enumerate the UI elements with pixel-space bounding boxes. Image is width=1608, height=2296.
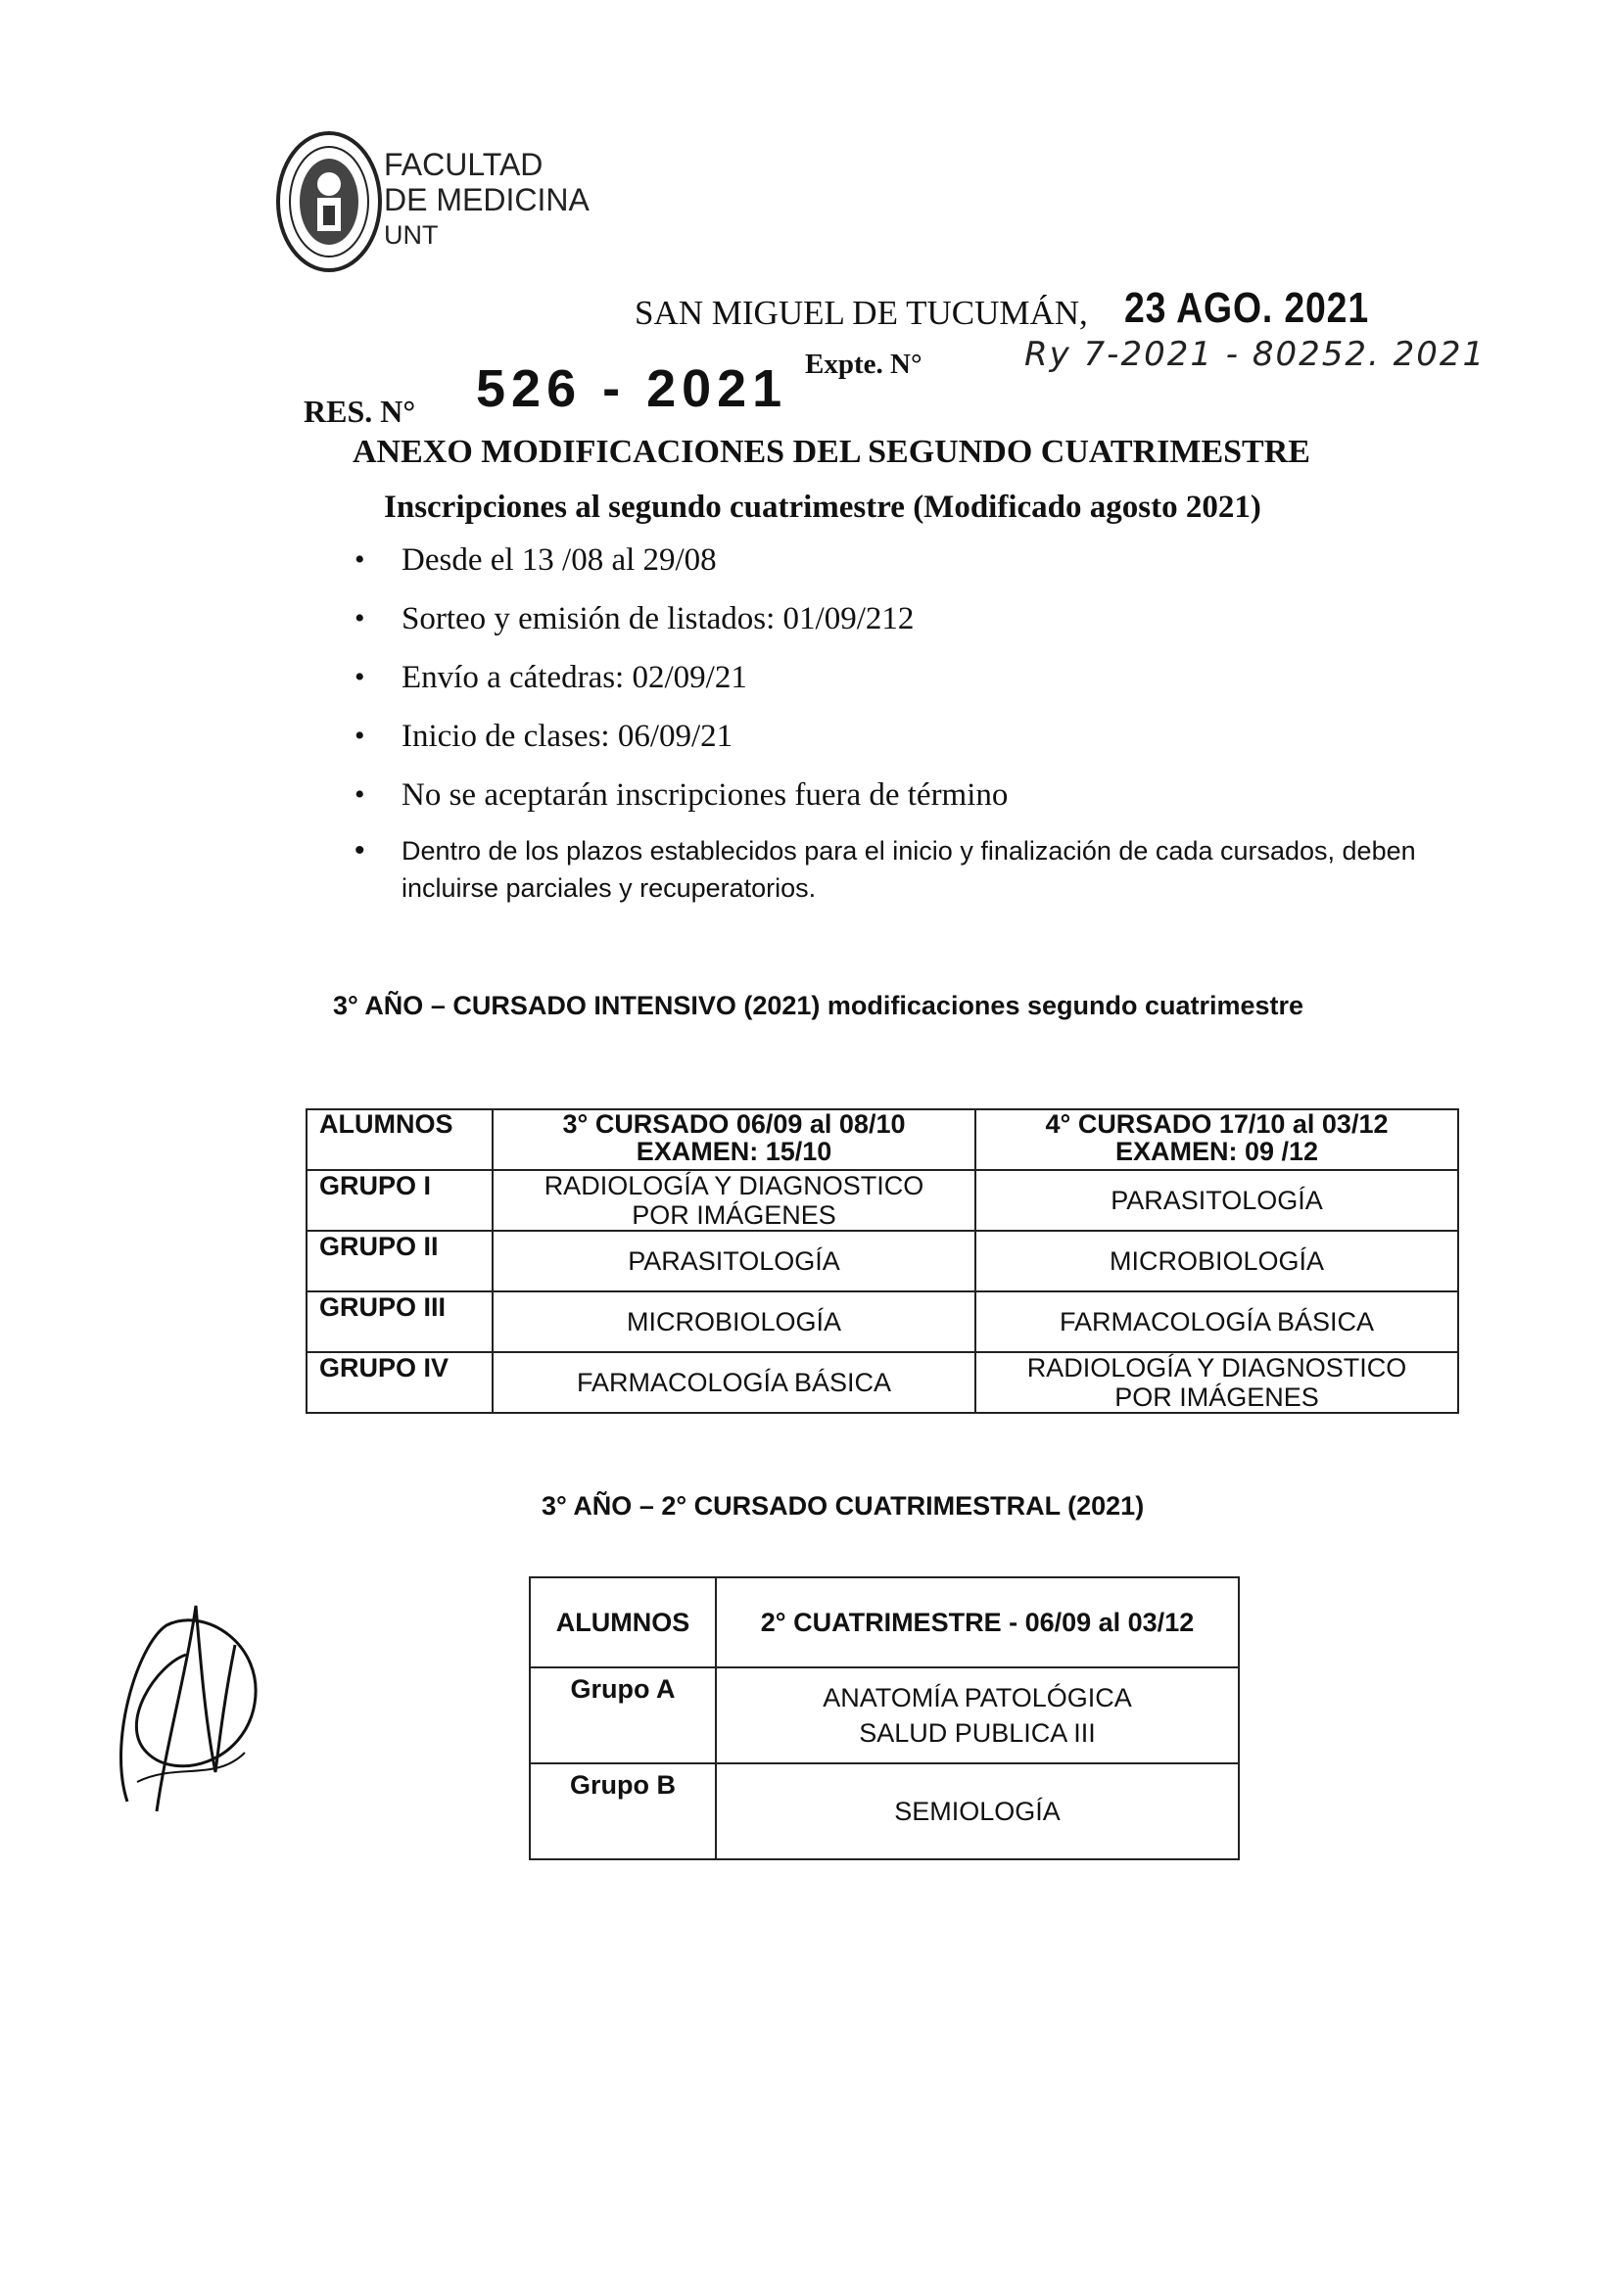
table-row [307, 1352, 1458, 1413]
col-2nd-cuatrimestre: 2° CUATRIMESTRE - 06/09 al 03/12 [716, 1577, 1239, 1667]
document-subtitle: Inscripciones al segundo cuatrimestre (Modificado agosto 2021) [384, 490, 1261, 525]
bullet-list [343, 539, 1479, 922]
col-3rd-line1: 3° CURSADO 06/09 al 08/10 [562, 1109, 906, 1139]
table-row [530, 1763, 1239, 1859]
col-4th-line1: 4° CURSADO 17/10 al 03/12 [1045, 1109, 1389, 1139]
col-alumnos: ALUMNOS [530, 1577, 716, 1667]
cell-line: MICROBIOLOGÍA [1109, 1246, 1325, 1276]
list-item: • Envío a cátedras: 02/09/21 [343, 656, 1479, 699]
cell-line: FARMACOLOGÍA BÁSICA [576, 1368, 892, 1397]
faculty-line3: UNT [384, 220, 439, 250]
table-row [307, 1231, 1458, 1291]
cell-line: POR IMÁGENES [1114, 1382, 1319, 1412]
group-label: Grupo A [530, 1667, 716, 1763]
city-label: SAN MIGUEL DE TUCUMÁN, [635, 294, 1088, 332]
list-item: • Sorteo y emisión de listados: 01/09/212 [343, 597, 1479, 640]
table-cell [493, 1291, 975, 1352]
faculty-line2: DE MEDICINA [384, 182, 590, 217]
intensive-course-table [306, 1108, 1459, 1414]
cell-line: SEMIOLOGÍA [894, 1797, 1061, 1826]
res-label: RES. N° [304, 394, 416, 429]
col-3rd-line2: EXAMEN: 15/10 [636, 1137, 832, 1166]
faculty-line1: FACULTAD [384, 147, 544, 182]
group-label: Grupo B [530, 1763, 716, 1859]
cell-line: RADIOLOGÍA Y DIAGNOSTICO [1026, 1353, 1407, 1382]
signature-icon [98, 1586, 294, 1841]
table-cell [716, 1763, 1239, 1859]
group-label: GRUPO III [307, 1291, 493, 1352]
expte-handwritten: Ry 7-2021 - 80252. 2021 [1024, 335, 1487, 374]
group-label: GRUPO II [307, 1231, 493, 1291]
cuatrimestral-course-table [529, 1576, 1240, 1860]
cell-line: SALUD PUBLICA III [859, 1718, 1096, 1748]
list-item: • Dentro de los plazos establecidos para el inicio y finalización de cada cursados, deben incluirse parciales y recuperatorios. [343, 832, 1479, 907]
table-cell [493, 1170, 975, 1231]
faculty-name [384, 147, 590, 253]
cell-line: MICROBIOLOGÍA [626, 1307, 842, 1336]
table-cell [975, 1170, 1458, 1231]
cell-line: RADIOLOGÍA Y DIAGNOSTICO [544, 1171, 924, 1200]
group-label: GRUPO IV [307, 1352, 493, 1413]
section2-heading: 3° AÑO – 2° CURSADO CUATRIMESTRAL (2021) [542, 1491, 1145, 1521]
res-number: 526 - 2021 [476, 359, 788, 418]
table-cell [975, 1291, 1458, 1352]
table-row [307, 1291, 1458, 1352]
table-row [307, 1170, 1458, 1231]
list-item: • Inicio de clases: 06/09/21 [343, 715, 1479, 758]
cell-line: POR IMÁGENES [632, 1200, 836, 1230]
col-4th-line2: EXAMEN: 09 /12 [1114, 1137, 1319, 1166]
table-cell [975, 1352, 1458, 1413]
cell-line: PARASITOLOGÍA [628, 1246, 840, 1276]
col-alumnos: ALUMNOS [307, 1109, 493, 1170]
table-cell [975, 1231, 1458, 1291]
expte-label: Expte. N° [805, 349, 922, 380]
group-label: GRUPO I [307, 1170, 493, 1231]
document-title: ANEXO MODIFICACIONES DEL SEGUNDO CUATRIMESTRE [353, 434, 1310, 470]
list-item: • No se aceptarán inscripciones fuera de término [343, 773, 1479, 817]
col-3rd-cursado [493, 1109, 975, 1170]
cell-line: FARMACOLOGÍA BÁSICA [1059, 1307, 1375, 1336]
section1-heading: 3° AÑO – CURSADO INTENSIVO (2021) modificaciones segundo cuatrimestre [333, 991, 1304, 1020]
date-stamp: 23 AGO. 2021 [1124, 284, 1369, 332]
table-cell [493, 1352, 975, 1413]
table-row [530, 1667, 1239, 1763]
cell-line: ANATOMÍA PATOLÓGICA [823, 1683, 1132, 1712]
table-header-row [530, 1577, 1239, 1667]
university-seal-icon [274, 129, 384, 274]
table-cell [716, 1667, 1239, 1763]
cell-line: PARASITOLOGÍA [1111, 1186, 1323, 1215]
table-cell [493, 1231, 975, 1291]
table-header-row [307, 1109, 1458, 1170]
list-item: • Desde el 13 /08 al 29/08 [343, 539, 1479, 582]
col-4th-cursado [975, 1109, 1458, 1170]
